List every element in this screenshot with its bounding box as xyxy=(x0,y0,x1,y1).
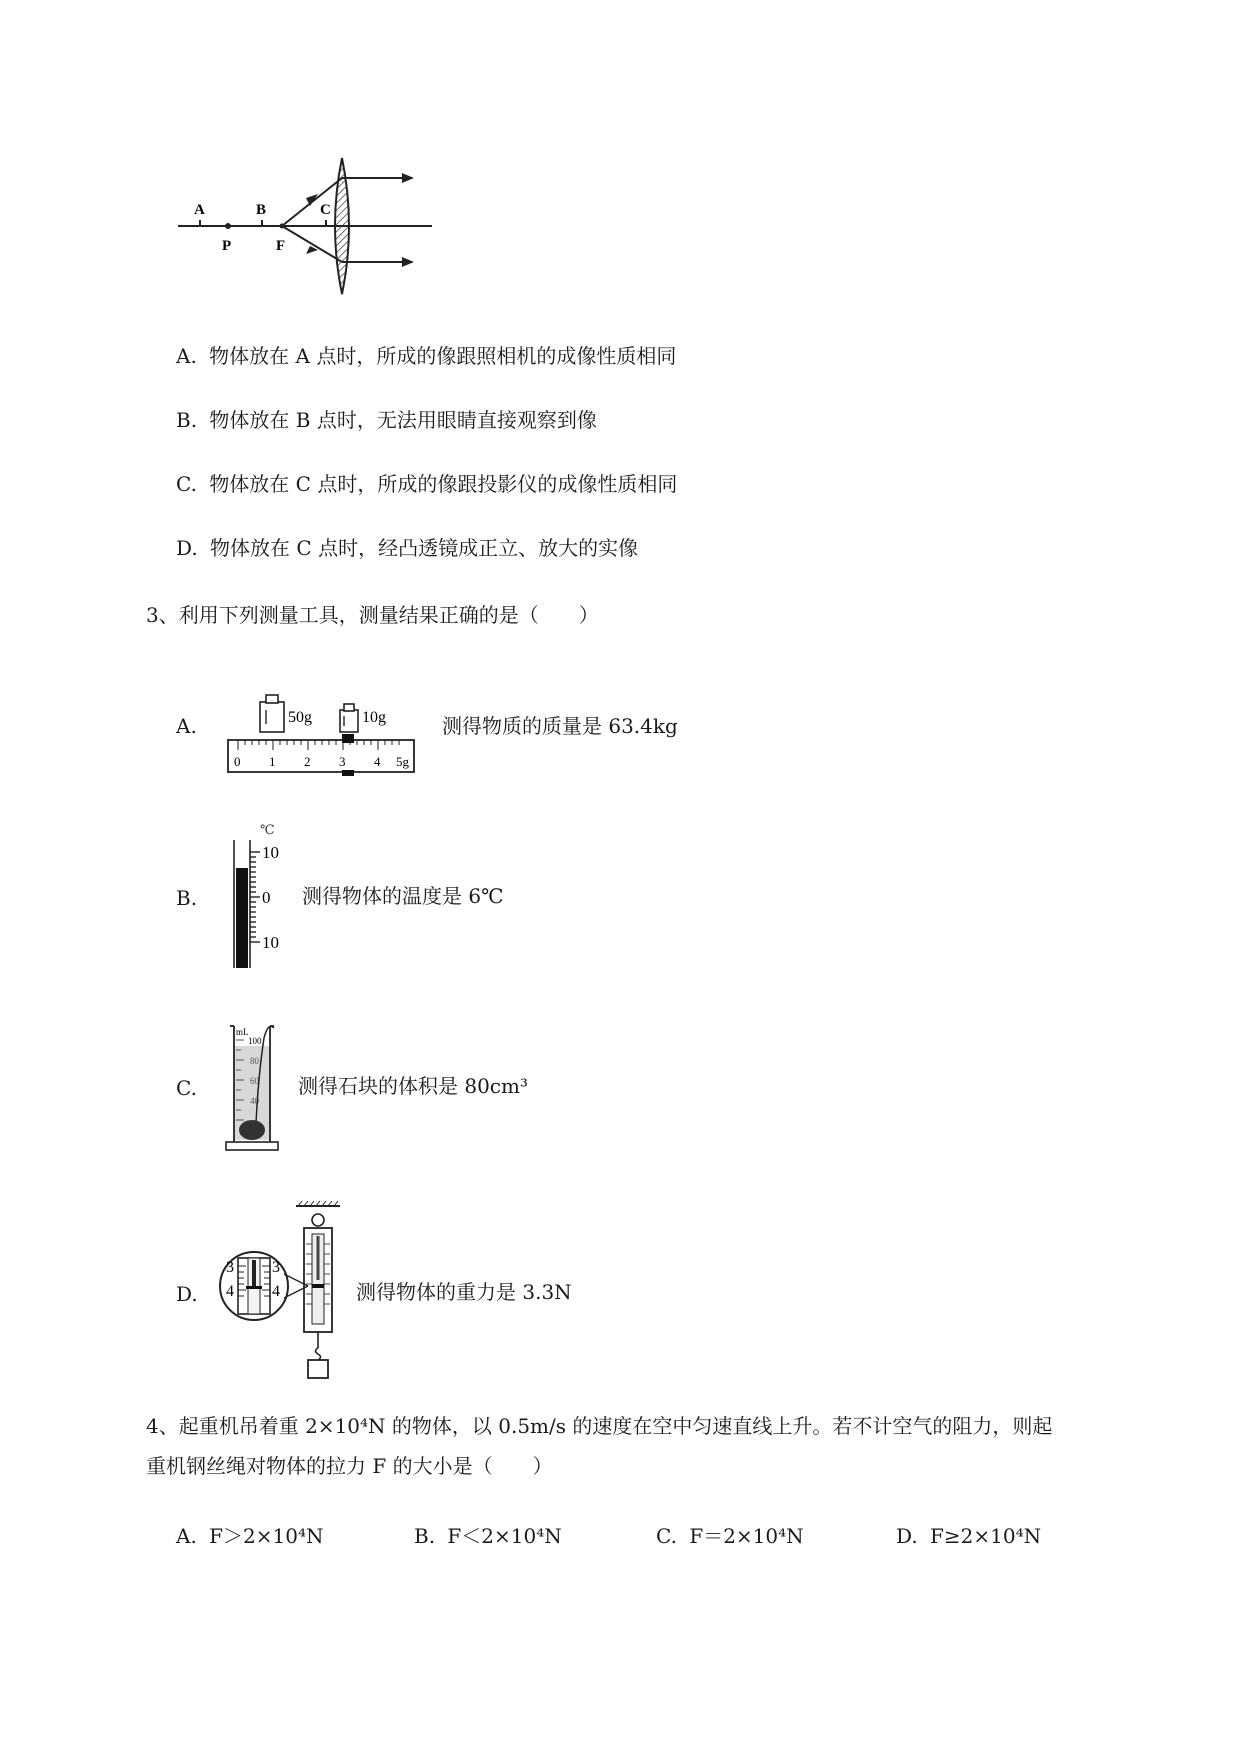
q4-option-b-text: F＜2×10⁴N xyxy=(447,1524,562,1548)
q2-option-b xyxy=(176,410,597,430)
q2-option-c xyxy=(176,474,677,494)
balance-beam-figure xyxy=(222,690,422,776)
point-label-c: C xyxy=(320,202,331,218)
q4-option-a-letter: A. xyxy=(176,1524,197,1548)
q4-option-b xyxy=(414,1526,562,1546)
q4-stem-line2: 重机钢丝绳对物体的拉力 F 的大小是（ ） xyxy=(146,1454,553,1478)
magnifier-label-3-right: 3 xyxy=(272,1259,280,1276)
scale-label-1: 1 xyxy=(269,754,276,769)
q3-stem: 3、利用下列测量工具，测量结果正确的是（ ） xyxy=(146,603,599,627)
spring-scale-figure xyxy=(212,1200,356,1380)
cylinder-label-80: 80 xyxy=(250,1056,259,1066)
q4-option-c xyxy=(656,1526,804,1546)
cylinder-label-100: 100 xyxy=(248,1036,262,1046)
q4-option-a xyxy=(176,1526,324,1546)
magnifier-label-4-left: 4 xyxy=(226,1283,234,1300)
q2-option-a-text: 物体放在 A 点时，所成的像跟照相机的成像性质相同 xyxy=(209,344,677,368)
q4-option-a-text: F＞2×10⁴N xyxy=(209,1524,324,1548)
q3-option-a-letter: A. xyxy=(176,714,197,738)
q2-option-c-letter: C. xyxy=(176,472,197,496)
point-label-b: B xyxy=(256,202,267,218)
q3-option-a-text: 测得物质的质量是 63.4kg xyxy=(442,714,678,738)
point-label-f: F xyxy=(276,238,286,254)
q3-option-c-letter: C. xyxy=(176,1076,197,1100)
q4-stem-line1: 4、起重机吊着重 2×10⁴N 的物体，以 0.5m/s 的速度在空中匀速直线上升。若不计空气的阻力，则起 xyxy=(146,1414,1053,1438)
q2-option-a-letter: A. xyxy=(176,344,197,368)
convex-lens-diagram xyxy=(170,150,440,310)
q4-option-c-text: F＝2×10⁴N xyxy=(689,1524,804,1548)
cylinder-label-40: 40 xyxy=(250,1096,259,1106)
thermometer-label-10-top: 10 xyxy=(262,843,279,862)
q2-option-b-text: 物体放在 B 点时，无法用眼睛直接观察到像 xyxy=(209,408,597,432)
thermometer-unit: ℃ xyxy=(260,822,275,837)
q4-option-d-text: F≥2×10⁴N xyxy=(930,1524,1042,1548)
weight-10g-label: 10g xyxy=(362,709,386,726)
thermometer-figure xyxy=(222,820,292,970)
q2-option-d-text: 物体放在 C 点时，经凸透镜成正立、放大的实像 xyxy=(210,536,639,560)
q2-option-b-letter: B. xyxy=(176,408,198,432)
cylinder-label-60: 60 xyxy=(250,1076,259,1086)
q4-option-d xyxy=(896,1526,1041,1546)
q2-option-c-text: 物体放在 C 点时，所成的像跟投影仪的成像性质相同 xyxy=(209,472,678,496)
scale-label-0: 0 xyxy=(234,754,241,769)
q3-option-c-text: 测得石块的体积是 80cm³ xyxy=(298,1074,528,1098)
magnifier-label-4-right: 4 xyxy=(272,1283,280,1300)
graduated-cylinder-figure xyxy=(222,1018,292,1154)
q4-option-c-letter: C. xyxy=(656,1524,677,1548)
weight-50g-label: 50g xyxy=(288,709,312,726)
q2-option-a xyxy=(176,346,676,366)
point-label-p: P xyxy=(222,238,232,254)
scale-label-5g: 5g xyxy=(396,754,409,769)
q3-option-d-letter: D. xyxy=(176,1282,198,1306)
q3-option-b-letter: B. xyxy=(176,886,198,910)
q3-option-d-text: 测得物体的重力是 3.3N xyxy=(356,1280,572,1304)
q4-option-d-letter: D. xyxy=(896,1524,918,1548)
magnifier-label-3-left: 3 xyxy=(226,1259,234,1276)
scale-label-3: 3 xyxy=(339,754,346,769)
q2-option-d-letter: D. xyxy=(176,536,198,560)
scale-label-2: 2 xyxy=(304,754,311,769)
scale-label-4: 4 xyxy=(374,754,381,769)
cylinder-unit: mL xyxy=(236,1027,249,1037)
q4-option-b-letter: B. xyxy=(414,1524,436,1548)
q3-option-b-text: 测得物体的温度是 6℃ xyxy=(302,884,504,908)
q2-option-d xyxy=(176,538,638,558)
point-label-a: A xyxy=(194,202,205,218)
thermometer-label-10-bottom: 10 xyxy=(262,933,279,952)
thermometer-label-0: 0 xyxy=(262,888,271,907)
